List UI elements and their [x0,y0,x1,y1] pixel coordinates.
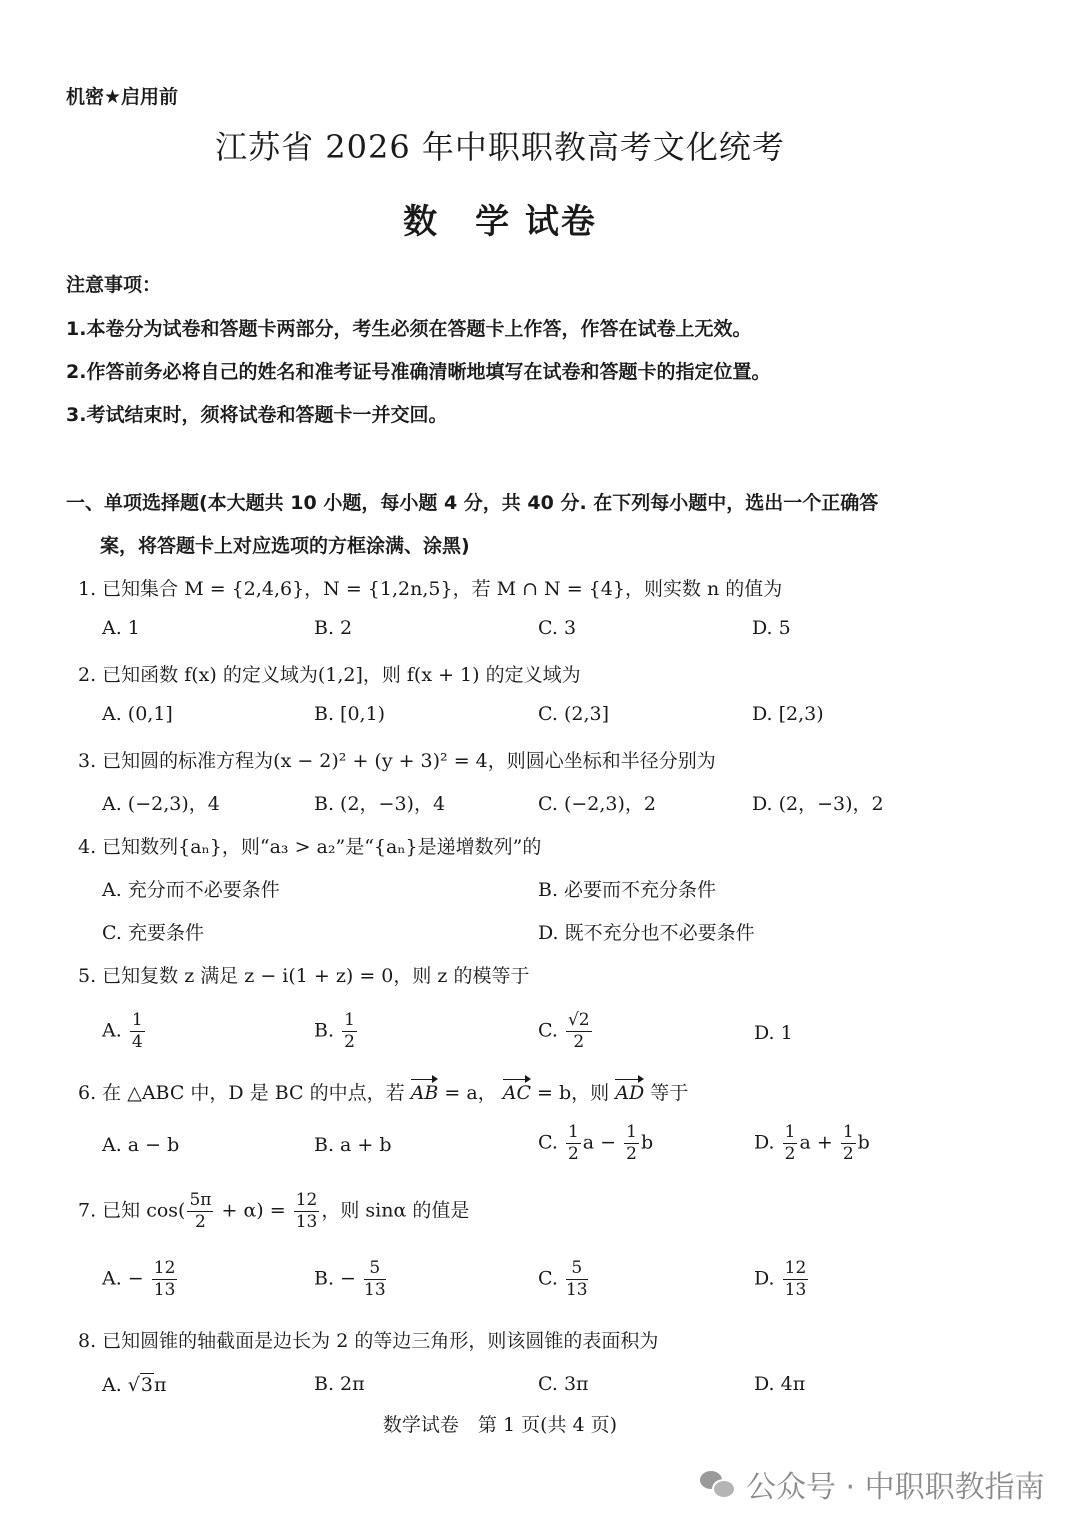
fraction: $\frac{1}{4}$ [131,1010,143,1052]
vector-ad: AD [615,1082,645,1104]
confidential-mark: 机密★启用前 [66,86,179,108]
q4-option-d: D. 既不充分也不必要条件 [538,922,755,944]
q1-option-b: B. 2 [314,617,353,639]
q3-option-b: B. (2，−3)，4 [314,793,446,815]
q2-option-c: C. (2,3] [538,703,609,725]
q2-stem: 2. 已知函数 f(x) 的定义域为(1,2]，则 f(x + 1) 的定义域为 [78,664,581,686]
q3-option-d: D. (2，−3)，2 [752,793,884,815]
q8-stem: 8. 已知圆锥的轴截面是边长为 2 的等边三角形，则该圆锥的表面积为 [78,1330,659,1352]
q1-stem: 1. 已知集合 M = {2,4,6}，N = {1,2n,5}，若 M ∩ N = {4}，则实数 n 的值为 [78,578,783,600]
q4-option-c: C. 充要条件 [102,922,204,944]
q8-option-d: D. 4π [754,1373,806,1395]
q5-option-a: A. $\frac{1}{4}$ [102,1010,143,1052]
exam-title: 江苏省 2026 年中职职教高考文化统考 [215,128,785,166]
q7-option-a: A. − $\frac{12}{13}$ [102,1258,176,1300]
q6-option-b: B. a + b [314,1134,392,1156]
page-footer: 数学试卷 第 1 页(共 4 页) [382,1414,618,1436]
q5-option-c: C. $\frac{√2}{2}$ [538,1010,590,1052]
q7-option-c: C. $\frac{5}{13}$ [538,1258,588,1300]
q3-option-c: C. (−2,3)，2 [538,793,656,815]
exam-subject: 数 学 试卷 [403,202,597,242]
q4-stem: 4. 已知数列{aₙ}，则“a₃ > a₂”是“{aₙ}是递增数列”的 [78,836,542,858]
wechat-icon [700,1469,736,1499]
section-heading-line1: 一、单项选择题(本大题共 10 小题，每小题 4 分，共 40 分. 在下列每小题中，选出一个正确答 [66,492,879,514]
q8-option-a: A. √3π [102,1374,167,1396]
q6-option-d: D. $\frac{1}{2}$ a + $\frac{1}{2}$ b [754,1122,870,1164]
q8-option-c: C. 3π [538,1373,589,1395]
fraction: $\frac{1}{2}$ [344,1010,355,1052]
q5-stem: 5. 已知复数 z 满足 z − i(1 + z) = 0，则 z 的模等于 [78,965,530,987]
section-heading-line2: 案，将答题卡上对应选项的方框涂满、涂黑) [100,535,470,557]
q8-option-b: B. 2π [314,1373,365,1395]
q4-option-a: A. 充分而不必要条件 [102,879,280,901]
fraction: $\frac{√2}{2}$ [567,1010,590,1052]
q2-option-b: B. [0,1) [314,703,386,725]
notice-heading: 注意事项： [66,274,162,296]
q6-option-c: C. $\frac{1}{2}$ a − $\frac{1}{2}$ b [538,1122,654,1164]
notice-item-2: 2.作答前务必将自己的姓名和准考证号准确清晰地填写在试卷和答题卡的指定位置。 [66,361,771,383]
q1-option-d: D. 5 [752,617,791,639]
watermark [700,1462,1045,1506]
q3-stem: 3. 已知圆的标准方程为(x − 2)² + (y + 3)² = 4，则圆心坐标和半径分别为 [78,750,716,772]
q2-option-a: A. (0,1] [102,703,173,725]
q7-option-d: D. $\frac{12}{13}$ [754,1258,807,1300]
vector-ac: AC [502,1082,532,1104]
q1-option-a: A. 1 [102,617,140,639]
q6-option-a: A. a − b [102,1134,180,1156]
q3-option-a: A. (−2,3)，4 [102,793,220,815]
watermark-text: 公众号 · 中职职教指南 [746,1470,1045,1505]
vector-ab: AB [410,1082,439,1104]
notice-item-1: 1.本卷分为试卷和答题卡两部分，考生必须在答题卡上作答，作答在试卷上无效。 [66,318,752,340]
q7-stem: 7. 已知 cos( $\frac{5\pi}{2}$ + α) = $\frac{12}{13}$ ，则 sinα 的值是 [78,1190,470,1232]
q7-option-b: B. − $\frac{5}{13}$ [314,1258,386,1300]
q5-option-d: D. 1 [754,1022,793,1044]
notice-item-3: 3.考试结束时，须将试卷和答题卡一并交回。 [66,404,448,426]
q5-option-b: B. $\frac{1}{2}$ [314,1010,355,1052]
q4-option-b: B. 必要而不充分条件 [538,879,717,901]
q2-option-d: D. [2,3) [752,703,824,725]
q1-option-c: C. 3 [538,617,577,639]
q6-stem: 6. 在 △ABC 中，D 是 BC 的中点，若 AB = a， AC = b，则 AD 等于 [78,1082,689,1104]
